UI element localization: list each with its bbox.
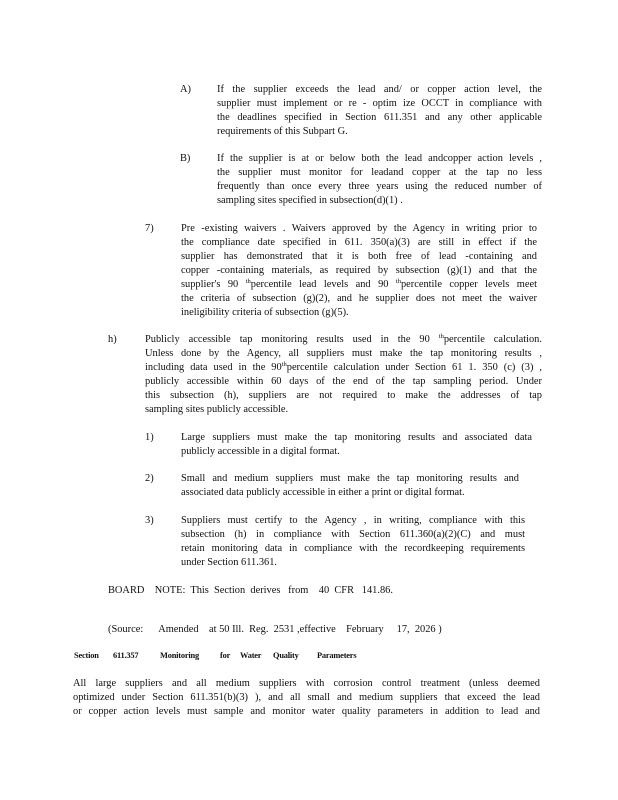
text-line: associated data publicly accessible in either a print or digital format. <box>181 487 465 498</box>
section-heading-word: Quality <box>273 651 299 660</box>
ordinal-superscript: th <box>281 361 287 368</box>
source-note: (Source: Amended at 50 Ill. Reg. 2531 ,effective February 17, 2026 ) <box>108 624 442 635</box>
text-line: publicly accessible in a digital format. <box>181 446 340 457</box>
text-line: supplier has demonstrated that it is both free of lead -containing and <box>181 251 537 262</box>
subsection-h-2-label: 2) <box>145 473 154 484</box>
text-line: If the supplier exceeds the lead and/ or copper action level, the <box>217 84 542 95</box>
text-line: sampling sites specified in subsection(d)(1) . <box>217 195 403 206</box>
text-line: frequently than once every three years using the reduced number of <box>217 181 542 192</box>
ordinal-superscript: th <box>245 278 251 285</box>
text-line: Large suppliers must make the tap monitoring results and associated data <box>181 432 532 443</box>
text-line: this subsection (h), suppliers are not required to make the addresses of tap <box>145 390 542 401</box>
subsection-h-3-label: 3) <box>145 515 154 526</box>
text-line: Unless done by the Agency, all suppliers must make the tap monitoring results , <box>145 348 542 359</box>
text-line: publicly accessible within 60 days of the end of the tap sampling period. Under <box>145 376 542 387</box>
subsection-b-label: B) <box>180 153 191 164</box>
subsection-h-2-text <box>181 472 519 500</box>
subsection-b-text <box>217 152 542 208</box>
ordinal-superscript: th <box>395 278 401 285</box>
section-heading-word: Water <box>240 651 262 660</box>
text-line: supplier must implement or re - optim ize OCCT in compliance with <box>217 98 542 109</box>
text-line: optimized under Section 611.351(b)(3) ), and all small and medium suppliers that exceed the lead <box>73 692 540 703</box>
board-note: BOARD NOTE: This Section derives from 40 CFR 141.86. <box>108 585 393 596</box>
section-heading-word: for <box>220 651 231 660</box>
section-body-text <box>73 677 540 719</box>
text-line: the deadlines specified in Section 611.351 and any other applicable <box>217 112 542 123</box>
text-line: the supplier must monitor for leadand copper at the tap no less <box>217 167 542 178</box>
paragraph-7-text <box>181 222 537 320</box>
text-line: subsection (h) in compliance with Section 611.360(a)(2)(C) and must <box>181 529 525 540</box>
section-heading-word: Section <box>74 651 99 660</box>
subsection-h-1-text <box>181 431 532 459</box>
text-line: Pre -existing waivers . Waivers approved by the Agency in writing prior to <box>181 223 537 234</box>
text-line: All large suppliers and all medium suppliers with corrosion control treatment (unless deemed <box>73 678 540 689</box>
section-heading-word: Monitoring <box>160 651 199 660</box>
text-line: the compliance date specified in 611. 350(a)(3) are still in effect if the <box>181 237 537 248</box>
text-line: under Section 611.361. <box>181 557 278 568</box>
ordinal-superscript: th <box>438 333 444 340</box>
subsection-h-label: h) <box>108 334 117 345</box>
text-line: retain monitoring data in compliance with the recordkeeping requirements <box>181 543 525 554</box>
text-line: If the supplier is at or below both the lead andcopper action levels , <box>217 153 542 164</box>
text-line: Publicly accessible tap monitoring results used in the 90 $^{th}$percentile calculation. <box>145 333 542 345</box>
text-line: Suppliers must certify to the Agency , in writing, compliance with this <box>181 515 525 526</box>
section-number: 611.357 <box>113 651 139 660</box>
text-line: sampling sites publicly accessible. <box>145 404 289 415</box>
subsection-a-label: A) <box>180 84 191 95</box>
text-line: the criteria of subsection (g)(2), and he supplier does not meet the waiver <box>181 293 537 304</box>
text-line: copper -containing materials, as required by subsection (g)(1) and that the <box>181 265 537 276</box>
subsection-h-text <box>145 333 542 417</box>
text-line: Small and medium suppliers must make the tap monitoring results and <box>181 473 519 484</box>
section-heading-word: Parameters <box>317 651 357 660</box>
text-line: supplier's 90 $^{th}$percentile lead levels and 90 $^{th}$percentile copper levels meet <box>181 278 537 290</box>
text-line: or copper action levels must sample and monitor water quality parameters in addition to lead and <box>73 706 540 717</box>
subsection-h-1-label: 1) <box>145 432 154 443</box>
text-line: including data used in the 90thpercentile calculation under Section 61 1. 350 (c) (3) , <box>145 361 542 373</box>
paragraph-7-label: 7) <box>145 223 154 234</box>
text-line: requirements of this Subpart G. <box>217 126 348 137</box>
text-line: ineligibility criteria of subsection (g)(5). <box>181 307 349 318</box>
subsection-a-text <box>217 83 542 139</box>
subsection-h-3-text <box>181 514 525 570</box>
